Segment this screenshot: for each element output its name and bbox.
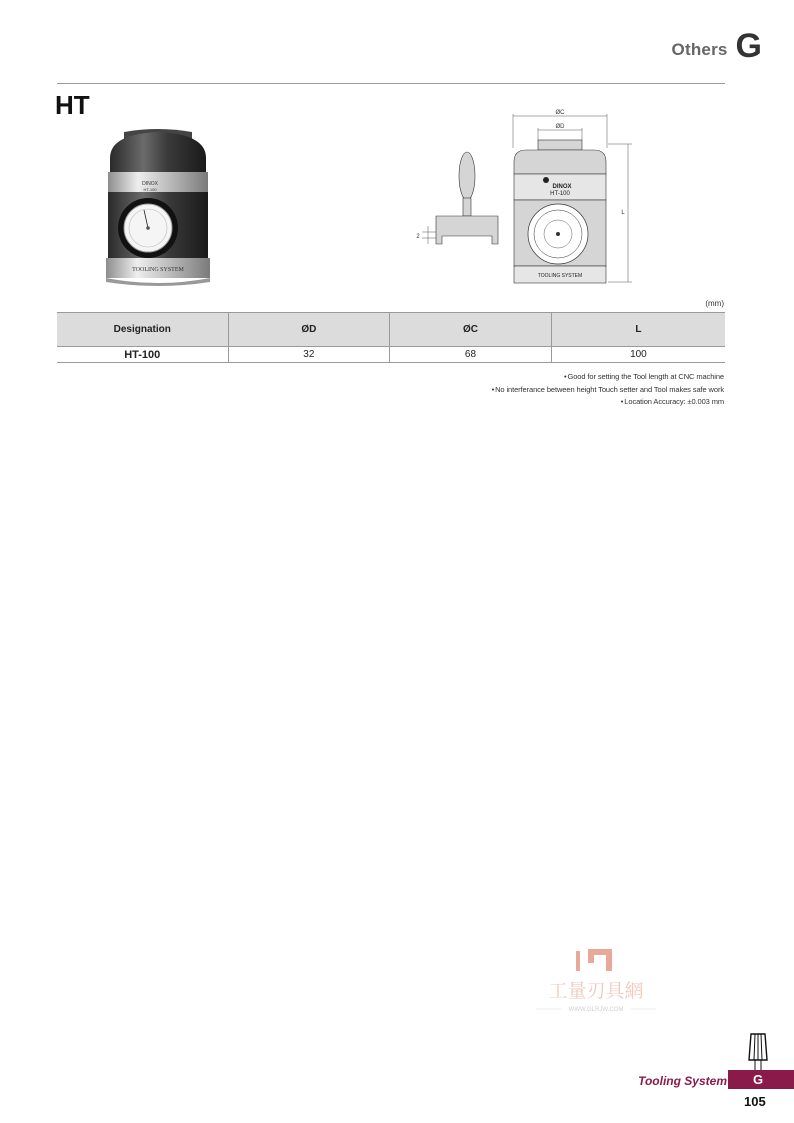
dim-l-label: L [621, 210, 625, 216]
photo-brand: DINOX [142, 181, 158, 187]
technical-drawing [410, 104, 640, 294]
header-rule [57, 83, 725, 84]
collet-icon [748, 1030, 768, 1070]
table-header-row [57, 313, 725, 347]
feature-item: • Good for setting the Tool length at CNC machine [492, 371, 724, 384]
header-oc: ØC [390, 313, 552, 347]
photo-model: HT-100 [143, 187, 157, 192]
watermark [526, 945, 666, 1015]
drawing-brand: DINOX [552, 184, 572, 190]
cell-oc: 68 [390, 347, 552, 363]
header-od: ØD [228, 313, 390, 347]
feature-item: • Location Accuracy: ±0.003 mm [492, 396, 724, 409]
dim-c-label: ØC [555, 110, 565, 116]
watermark-url: WWW.GLRJW.COM [568, 1007, 624, 1013]
dim-2-label: 2 [416, 234, 420, 240]
section-header [672, 26, 762, 66]
footer-label: Tooling System [638, 1074, 727, 1088]
header-l: L [551, 313, 725, 347]
header-designation: Designation [57, 313, 228, 347]
section-word: Others [671, 40, 728, 59]
page-number: 105 [744, 1094, 766, 1109]
photo-band-text: TOOLING SYSTEM [132, 267, 184, 273]
feature-list [492, 371, 724, 409]
cell-designation: HT-100 [57, 347, 228, 363]
product-code: HT [55, 90, 90, 120]
watermark-chinese: 工量刃具網 [548, 980, 644, 1002]
table-row [57, 347, 725, 363]
drawing-band-text: TOOLING SYSTEM [537, 273, 583, 279]
cell-l: 100 [551, 347, 725, 363]
section-letter: G [735, 27, 762, 65]
footer-section-tab: G [728, 1070, 794, 1089]
drawing-model: HT-100 [550, 191, 570, 197]
unit-note: (mm) [705, 299, 724, 308]
cell-od: 32 [228, 347, 390, 363]
product-photo [104, 128, 212, 288]
spec-table [57, 312, 725, 363]
dim-d-label: ØD [555, 124, 565, 130]
feature-item: • No interferance between height Touch setter and Tool makes safe work [492, 384, 724, 397]
